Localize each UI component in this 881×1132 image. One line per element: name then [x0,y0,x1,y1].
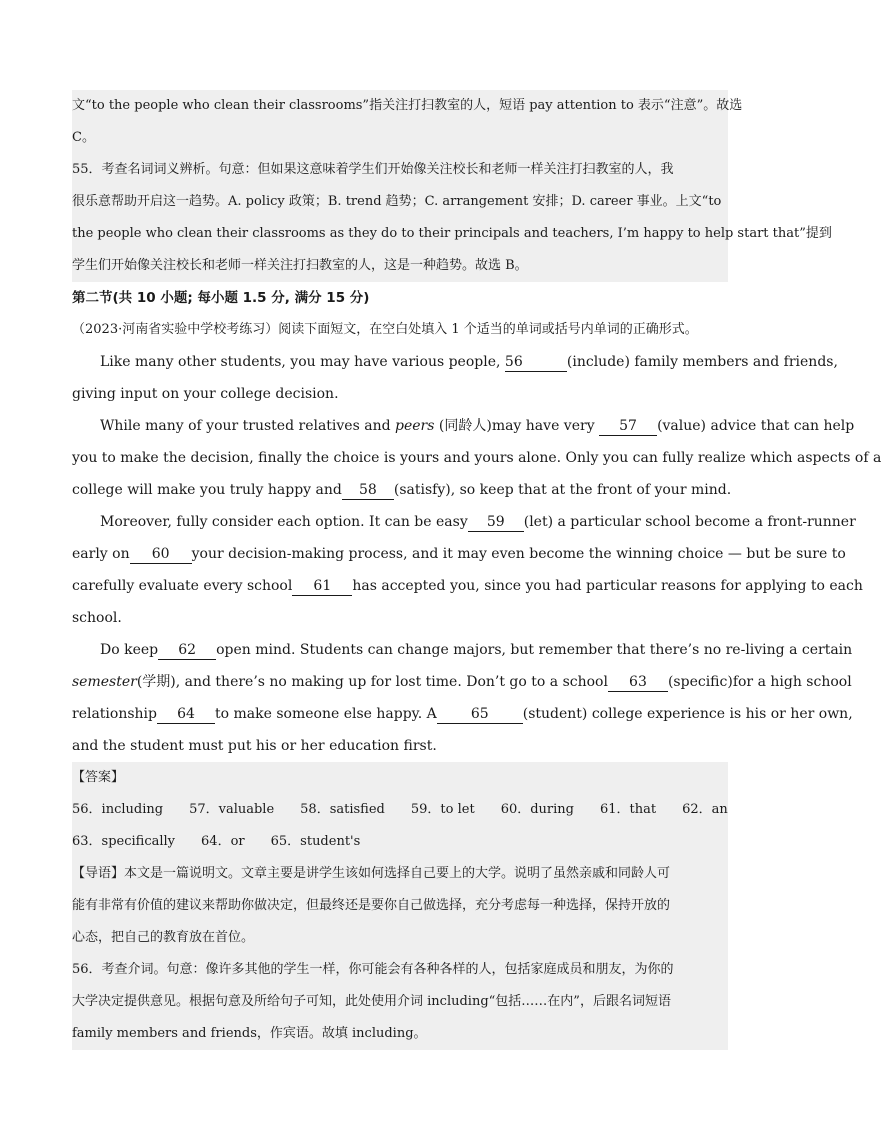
prev-explanation-line: 文“to the people who clean their classrooms”指关注打扫教室的人，短语 pay attention to 表示“注意”。故选 [72,90,728,122]
passage-line [72,506,856,538]
answer-row [72,826,728,858]
passage-line: you to make the decision, finally the choice is yours and yours alone. Only you can fully realize which aspects of a [72,450,881,466]
blank-58: 58 [342,481,394,500]
passage-line [72,410,855,442]
passage-text: (include) family members and friends, [566,354,838,370]
answer-item: 65．student's [270,834,361,849]
passage-text: (let) a particular school become a front-runner [523,514,856,530]
passage-text: relationship [72,706,157,722]
answer-item: 56．including [72,802,164,817]
blank-63: 63 [608,673,668,692]
passage-line [72,698,853,730]
passage-text: college will make you truly happy and [72,482,342,498]
passage-text: (学期), and there’s no making up for lost time. Don’t go to a school [136,674,608,690]
answer-item: 61．that [600,802,657,817]
passage-line: and the student must put his or her education first. [72,738,437,754]
answer-item: 63．specifically [72,834,176,849]
passage-line [72,666,852,698]
passage-text: While many of your trusted relatives and [100,418,391,434]
passage-line: school. [72,610,122,626]
q56-explanation-line: family members and friends，作宾语。故填 including。 [72,1018,728,1050]
answer-item: 59．to let [410,802,475,817]
passage-text: (specific)for a high school [667,674,852,690]
answer-item: 57．valuable [189,802,275,817]
q55-explanation-line: the people who clean their classrooms as they do to their principals and teachers, I’m happy to help start that”提到 [72,218,728,250]
passage-text: has accepted you, since you had particular reasons for applying to each [352,578,863,594]
guide-line: 心态，把自己的教育放在首位。 [72,922,728,954]
blank-56: 56 [505,353,567,372]
document-page [72,90,881,1050]
section-heading: 第二节(共 10 小题; 每小题 1.5 分, 满分 15 分) [72,290,370,306]
passage-line: giving input on your college decision. [72,386,339,402]
passage-line [72,634,853,666]
answer-item: 60．during [500,802,574,817]
passage-italic-word: peers [395,418,435,434]
q56-explanation-line: 56．考查介词。句意：像许多其他的学生一样，你可能会有各种各样的人，包括家庭成员和朋友，为你的 [72,954,728,986]
guide-line: 能有非常有价值的建议来帮助你做决定，但最终还是要你自己做选择，充分考虑每一种选择，保持开放的 [72,890,728,922]
answer-row [72,794,728,826]
passage-text: carefully evaluate every school [72,578,293,594]
answer-label: 【答案】 [72,762,728,794]
blank-62: 62 [158,641,216,660]
q55-explanation-line: 学生们开始像关注校长和老师一样关注打扫教室的人，这是一种趋势。故选 B。 [72,250,728,282]
passage-line [72,346,838,378]
passage-text: to make someone else happy. A [215,706,437,722]
q56-explanation-line: 大学决定提供意见。根据句意及所给句子可知，此处使用介词 including“包括……在内”，后跟名词短语 [72,986,728,1018]
q55-explanation-line: 55．考查名词词义辨析。句意：但如果这意味着学生们开始像关注校长和老师一样关注打扫教室的人，我 [72,154,728,186]
prev-explanation-line: C。 [72,122,728,154]
passage-text: Like many other students, you may have various people, [100,354,501,370]
blank-61: 61 [292,577,352,596]
passage-text: (同龄人)may have very [438,418,595,434]
answer-item: 62．an [682,802,728,817]
blank-59: 59 [468,513,524,532]
passage-line [72,570,863,602]
passage-text: Moreover, fully consider each option. It can be easy [100,514,468,530]
blank-65: 65 [437,705,523,724]
passage-text: your decision-making process, and it may even become the winning choice — but be sure to [191,546,846,562]
guide-line: 【导语】本文是一篇说明文。文章主要是讲学生该如何选择自己要上的大学。说明了虽然亲戚和同龄人可 [72,858,728,890]
blank-57: 57 [599,417,657,436]
blank-64: 64 [157,705,215,724]
passage-text: (satisfy), so keep that at the front of your mind. [393,482,732,498]
q55-explanation-line: 很乐意帮助开启这一趋势。A. policy 政策；B. trend 趋势；C. arrangement 安排；D. career 事业。上文“to [72,186,728,218]
answer-item: 58．satisfied [300,802,385,817]
blank-60: 60 [130,545,192,564]
section-source: （2023·河南省实验中学校考练习）阅读下面短文，在空白处填入 1 个适当的单词或括号内单词的正确形式。 [72,322,698,337]
passage-text: early on [72,546,130,562]
passage-text: (value) advice that can help [657,418,855,434]
passage-line [72,538,846,570]
passage-italic-word: semester [72,674,137,690]
passage-text: (student) college experience is his or her own, [522,706,853,722]
passage-text: Do keep [100,642,159,658]
passage-text: open mind. Students can change majors, but remember that there’s no re-living a certain [216,642,853,658]
answer-item: 64．or [201,834,245,849]
passage-line [72,474,732,506]
